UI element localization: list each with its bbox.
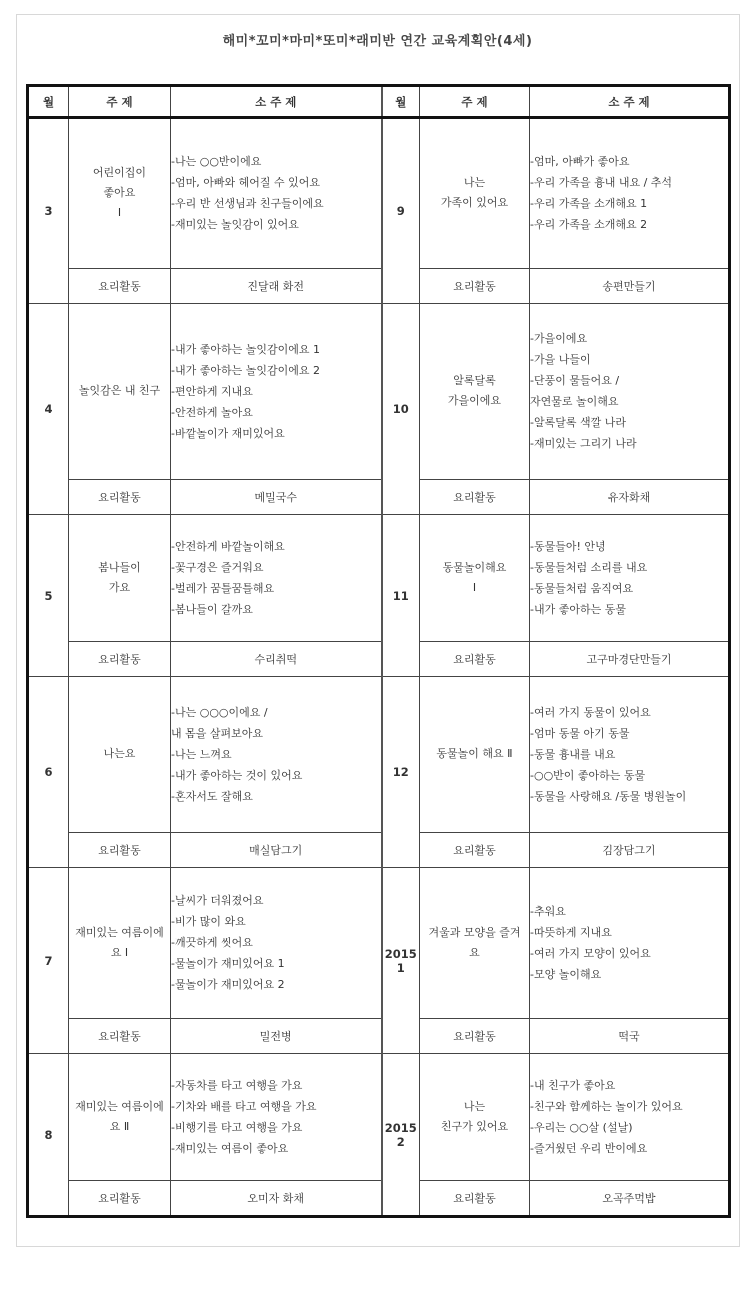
month-label: 12 — [392, 765, 409, 780]
theme-label: 동물놀이해요 Ⅰ — [442, 560, 507, 594]
cooking-row — [28, 479, 730, 514]
sub-theme-cell — [530, 677, 730, 833]
sub-theme-item: -동물들처럼 소리를 내요 — [530, 560, 648, 574]
theme-cell — [69, 304, 171, 480]
sub-theme-item: -깨끗하게 씻어요 — [171, 936, 253, 950]
plan-row — [28, 1054, 730, 1181]
cooking-activity-label: 요리활동 — [420, 641, 530, 676]
theme-label: 나는 친구가 있어요 — [440, 1099, 509, 1133]
sub-theme-item: -우리 반 선생님과 친구들이에요 — [171, 197, 324, 211]
header-sub-theme: 소 주 제 — [171, 86, 382, 118]
cooking-activity-label: 요리활동 — [69, 641, 171, 676]
theme-label: 나는 가족이 있어요 — [440, 176, 509, 210]
month-cell — [382, 677, 420, 868]
page-title: 해미*꼬미*마미*또미*래미반 연간 교육계획안(4세) — [222, 34, 533, 49]
sub-theme-item: -혼자서도 잘해요 — [171, 789, 253, 803]
sub-theme-item: -나는 ○○○이에요 / 내 몸을 살펴보아요 — [171, 705, 268, 740]
cooking-activity-value: 메밀국수 — [171, 479, 382, 514]
sub-theme-item: -동물들처럼 움직여요 — [530, 581, 634, 595]
sub-theme-item: -우리는 ○○살 (설날) — [530, 1120, 633, 1134]
sub-theme-item: -모양 놀이해요 — [530, 967, 602, 981]
sub-theme-item: -동물을 사랑해요 /동물 병원놀이 — [530, 789, 687, 803]
month-cell — [382, 868, 420, 1054]
month-cell — [28, 515, 69, 677]
sub-theme-item: -날씨가 더워졌어요 — [171, 894, 264, 908]
header-theme: 주 제 — [69, 86, 171, 118]
sub-theme-item: -따뜻하게 지내요 — [530, 925, 612, 939]
month-cell — [28, 118, 69, 304]
month-cell — [382, 304, 420, 515]
sub-theme-cell — [171, 1054, 382, 1181]
header-month: 월 — [382, 86, 420, 118]
sub-theme-cell — [530, 1054, 730, 1181]
sub-theme-item: -우리 가족을 소개해요 2 — [530, 218, 648, 232]
theme-label: 봄나들이 가요 — [98, 560, 141, 594]
month-label: 5 — [44, 588, 53, 603]
sub-theme-item: -안전하게 놀아요 — [171, 405, 253, 419]
cooking-activity-value: 고구마경단만들기 — [530, 641, 730, 676]
sub-theme-item: -알록달록 색깔 나라 — [530, 416, 626, 430]
theme-cell — [420, 304, 530, 480]
month-label: 7 — [44, 953, 53, 968]
sub-theme-cell — [530, 118, 730, 269]
theme-cell — [69, 677, 171, 833]
cooking-activity-value: 유자화채 — [530, 479, 730, 514]
annual-plan-table — [26, 84, 731, 1218]
sub-theme-item: -단풍이 물들어요 / 자연물로 놀이해요 — [530, 374, 620, 409]
cooking-activity-label: 요리활동 — [420, 1018, 530, 1053]
cooking-row — [28, 268, 730, 303]
sub-theme-list — [530, 328, 728, 454]
cooking-activity-label: 요리활동 — [69, 1180, 171, 1216]
sub-theme-item: -친구와 함께하는 놀이가 있어요 — [530, 1099, 683, 1113]
plan-row — [28, 677, 730, 833]
sub-theme-item: -벌레가 꿈틀꿈틀해요 — [171, 581, 275, 595]
sub-theme-item: -내가 좋아하는 동물 — [530, 602, 626, 616]
month-label: 10 — [392, 402, 409, 417]
sub-theme-cell — [171, 304, 382, 480]
sub-theme-item: -편안하게 지내요 — [171, 384, 253, 398]
sub-theme-item: -여러 가지 모양이 있어요 — [530, 946, 651, 960]
sub-theme-item: -엄마, 아빠와 헤어질 수 있어요 — [171, 176, 320, 190]
sub-theme-list — [530, 151, 728, 235]
sub-theme-item: -꽃구경은 즐거워요 — [171, 560, 264, 574]
theme-cell — [69, 515, 171, 642]
sub-theme-item: -추워요 — [530, 904, 566, 918]
sub-theme-cell — [530, 515, 730, 642]
theme-cell — [69, 868, 171, 1019]
month-label: 2015 2 — [384, 1120, 417, 1149]
sub-theme-item: -동물들아! 안녕 — [530, 539, 606, 553]
cooking-activity-value: 오곡주먹밥 — [530, 1180, 730, 1216]
theme-label: 알록달록 가을이에요 — [447, 374, 502, 408]
sub-theme-cell — [530, 304, 730, 480]
sub-theme-item: -엄마 동물 아기 동물 — [530, 726, 630, 740]
sub-theme-item: -즐거웠던 우리 반이에요 — [530, 1141, 648, 1155]
header-sub-theme: 소 주 제 — [530, 86, 730, 118]
cooking-activity-value: 떡국 — [530, 1018, 730, 1053]
sub-theme-item: -봄나들이 갈까요 — [171, 602, 253, 616]
sub-theme-cell — [171, 868, 382, 1019]
sub-theme-cell — [171, 677, 382, 833]
sub-theme-list — [171, 890, 381, 995]
sub-theme-item: -엄마, 아빠가 좋아요 — [530, 155, 630, 169]
theme-label: 재미있는 여름이에 요 Ⅱ — [75, 1099, 164, 1133]
sub-theme-item: -내가 좋아하는 놀잇감이에요 1 — [171, 342, 320, 356]
sub-theme-list — [530, 1075, 728, 1159]
cooking-activity-value: 매실담그기 — [171, 832, 382, 867]
theme-cell — [69, 1054, 171, 1181]
sub-theme-item: -재미있는 놀잇감이 있어요 — [171, 218, 299, 232]
sub-theme-item: -동물 흉내를 내요 — [530, 747, 616, 761]
month-label: 8 — [44, 1127, 53, 1142]
sub-theme-cell — [171, 118, 382, 269]
theme-cell — [69, 118, 171, 269]
sub-theme-cell — [530, 868, 730, 1019]
month-cell — [382, 515, 420, 677]
plan-row — [28, 118, 730, 269]
sub-theme-item: -안전하게 바깥놀이해요 — [171, 539, 285, 553]
month-label: 11 — [392, 588, 409, 603]
sub-theme-item: -재미있는 여름이 좋아요 — [171, 1141, 289, 1155]
theme-label: 재미있는 여름이에 요 Ⅰ — [75, 925, 164, 959]
plan-row — [28, 515, 730, 642]
plan-row — [28, 304, 730, 480]
cooking-activity-value: 김장담그기 — [530, 832, 730, 867]
month-cell — [382, 118, 420, 304]
sub-theme-item: -내가 좋아하는 놀잇감이에요 2 — [171, 363, 320, 377]
cooking-activity-value: 밀전병 — [171, 1018, 382, 1053]
sub-theme-item: -내 친구가 좋아요 — [530, 1078, 616, 1092]
sub-theme-list — [171, 702, 381, 807]
cooking-activity-label: 요리활동 — [69, 1018, 171, 1053]
sub-theme-list — [530, 901, 728, 985]
cooking-activity-value: 수리취떡 — [171, 641, 382, 676]
cooking-row — [28, 1180, 730, 1216]
header-month: 월 — [28, 86, 69, 118]
sub-theme-item: -비행기를 타고 여행을 가요 — [171, 1120, 303, 1134]
cooking-activity-label: 요리활동 — [69, 268, 171, 303]
month-cell — [28, 677, 69, 868]
month-label: 9 — [396, 204, 405, 218]
cooking-activity-label: 요리활동 — [420, 268, 530, 303]
sub-theme-item: -바깥놀이가 재미있어요 — [171, 426, 285, 440]
sub-theme-item: -나는 ○○반이에요 — [171, 155, 262, 169]
theme-cell — [420, 515, 530, 642]
sub-theme-item: -가을 나들이 — [530, 353, 591, 367]
theme-label: 놀잇감은 내 친구 — [78, 384, 161, 398]
sub-theme-list — [171, 536, 381, 620]
cooking-activity-label: 요리활동 — [420, 479, 530, 514]
month-label: 6 — [44, 765, 53, 780]
month-label: 3 — [44, 204, 53, 218]
sub-theme-item: -우리 가족을 흉내 내요 / 추석 — [530, 176, 673, 190]
theme-label: 어린이집이 좋아요 Ⅰ — [92, 166, 147, 220]
plan-row — [28, 868, 730, 1019]
sub-theme-item: -○○반이 좋아하는 동물 — [530, 768, 646, 782]
theme-cell — [420, 868, 530, 1019]
sub-theme-list — [171, 339, 381, 444]
sub-theme-item: -물놀이가 재미있어요 2 — [171, 978, 285, 992]
sub-theme-item: -나는 느껴요 — [171, 747, 232, 761]
cooking-activity-label: 요리활동 — [420, 832, 530, 867]
sub-theme-item: -우리 가족을 소개해요 1 — [530, 197, 648, 211]
sub-theme-item: -가을이에요 — [530, 332, 588, 346]
sub-theme-item: -자동차를 타고 여행을 가요 — [171, 1078, 303, 1092]
theme-cell — [420, 677, 530, 833]
sub-theme-list — [171, 151, 381, 235]
cooking-activity-value: 진달래 화전 — [171, 268, 382, 303]
sub-theme-item: -내가 좋아하는 것이 있어요 — [171, 768, 303, 782]
cooking-row — [28, 641, 730, 676]
cooking-row — [28, 1018, 730, 1053]
month-label: 2015 1 — [384, 946, 417, 975]
cooking-activity-label: 요리활동 — [69, 832, 171, 867]
cooking-activity-value: 송편만들기 — [530, 268, 730, 303]
cooking-activity-label: 요리활동 — [420, 1180, 530, 1216]
cooking-activity-label: 요리활동 — [69, 479, 171, 514]
header-theme: 주 제 — [420, 86, 530, 118]
cooking-row — [28, 832, 730, 867]
sub-theme-list — [171, 1075, 381, 1159]
month-cell — [28, 868, 69, 1054]
month-cell — [28, 1054, 69, 1217]
month-cell — [382, 1054, 420, 1217]
theme-label: 나는요 — [103, 747, 136, 761]
sub-theme-item: -기차와 배를 타고 여행을 가요 — [171, 1099, 317, 1113]
sub-theme-list — [530, 536, 728, 620]
sub-theme-item: -비가 많이 와요 — [171, 915, 246, 929]
theme-cell — [420, 118, 530, 269]
sub-theme-cell — [171, 515, 382, 642]
sub-theme-item: -물놀이가 재미있어요 1 — [171, 957, 285, 971]
theme-label: 동물놀이 해요 Ⅱ — [436, 747, 513, 761]
theme-cell — [420, 1054, 530, 1181]
sub-theme-item: -여러 가지 동물이 있어요 — [530, 705, 651, 719]
month-label: 4 — [44, 402, 53, 417]
month-cell — [28, 304, 69, 515]
sub-theme-item: -재미있는 그리기 나라 — [530, 437, 637, 451]
header-row — [28, 86, 730, 118]
theme-label: 겨울과 모양을 즐겨 요 — [428, 925, 521, 959]
sub-theme-list — [530, 702, 728, 807]
cooking-activity-value: 오미자 화채 — [171, 1180, 382, 1216]
